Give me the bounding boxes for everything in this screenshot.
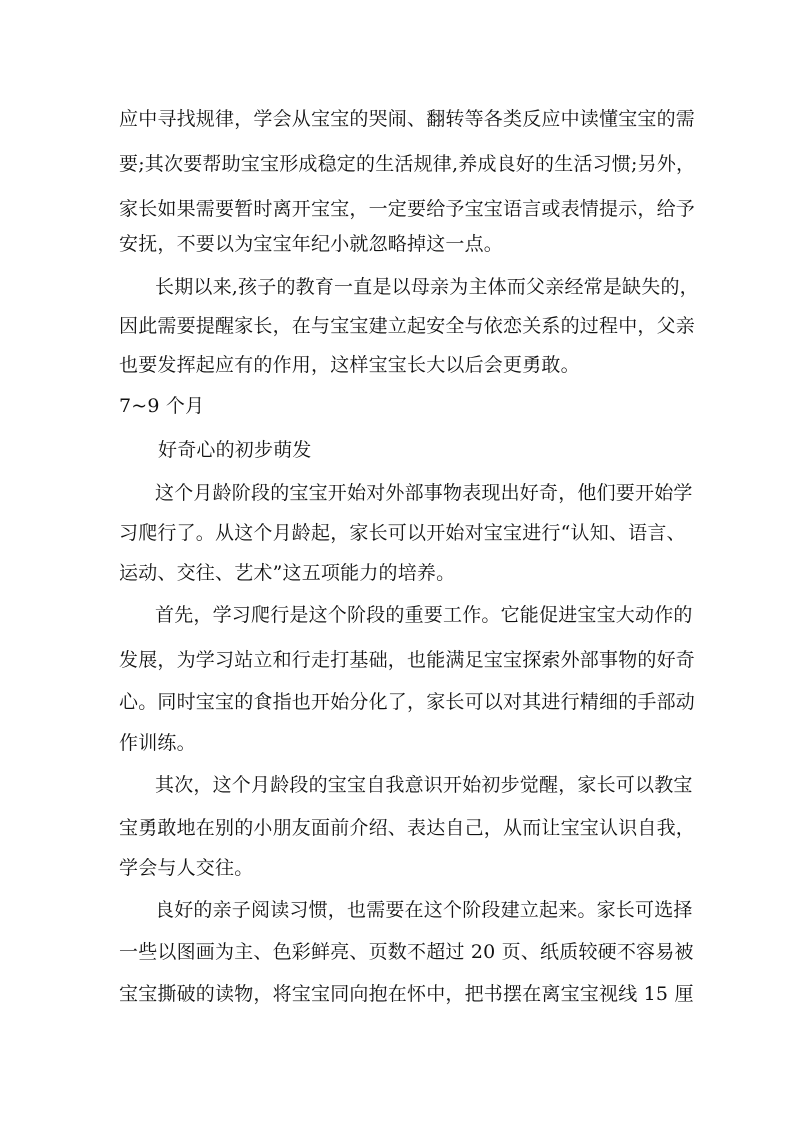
paragraph-4-line-3: 心。同时宝宝的食指也开始分化了，家长可以对其进行精细的手部动 bbox=[119, 691, 696, 713]
paragraph-1-line-3: 家长如果需要暂时离开宝宝，一定要给予宝宝语言或表情提示，给予 bbox=[119, 198, 696, 220]
paragraph-5-line-1: 其次，这个月龄段的宝宝自我意识开始初步觉醒，家长可以教宝 bbox=[155, 774, 693, 796]
section-heading: 7~9 个月 bbox=[119, 395, 205, 417]
paragraph-3-line-2: 习爬行了。从这个月龄起，家长可以开始对宝宝进行“认知、语言、 bbox=[119, 522, 686, 544]
paragraph-6-line-2: 一些以图画为主、色彩鲜亮、页数不超过 20 页、纸质较硬不容易被 bbox=[119, 941, 694, 963]
paragraph-1-line-1: 应中寻找规律，学会从宝宝的哭闹、翻转等各类反应中读懂宝宝的需 bbox=[119, 108, 696, 130]
paragraph-1-line-4: 安抚，不要以为宝宝年纪小就忽略掉这一点。 bbox=[119, 233, 504, 255]
paragraph-1-line-2: 要;其次要帮助宝宝形成稳定的生活规律,养成良好的生活习惯;另外， bbox=[119, 153, 696, 175]
paragraph-2-line-3: 也要发挥起应有的作用，这样宝宝长大以后会更勇敢。 bbox=[119, 354, 580, 376]
paragraph-6-line-1: 良好的亲子阅读习惯，也需要在这个阶段建立起来。家长可选择 bbox=[155, 899, 693, 921]
paragraph-6-line-3: 宝宝撕破的读物，将宝宝同向抱在怀中，把书摆在离宝宝视线 15 厘 bbox=[119, 983, 694, 1005]
paragraph-3-line-3: 运动、交往、艺术”这五项能力的培养。 bbox=[119, 562, 456, 584]
paragraph-4-line-2: 发展，为学习站立和行走打基础，也能满足宝宝探索外部事物的好奇 bbox=[119, 649, 696, 671]
subheading: 好奇心的初步萌发 bbox=[158, 439, 312, 461]
paragraph-3-line-1: 这个月龄阶段的宝宝开始对外部事物表现出好奇，他们要开始学 bbox=[155, 482, 693, 504]
paragraph-4-line-4: 作训练。 bbox=[119, 732, 196, 754]
paragraph-2-line-1: 长期以来,孩子的教育一直是以母亲为主体而父亲经常是缺失的， bbox=[155, 276, 699, 298]
paragraph-5-line-3: 学会与人交往。 bbox=[119, 857, 254, 879]
paragraph-5-line-2: 宝勇敢地在别的小朋友面前介绍、表达自己，从而让宝宝认识自我， bbox=[119, 817, 696, 839]
paragraph-2-line-2: 因此需要提醒家长，在与宝宝建立起安全与依恋关系的过程中，父亲 bbox=[119, 315, 696, 337]
paragraph-4-line-1: 首先，学习爬行是这个阶段的重要工作。它能促进宝宝大动作的 bbox=[155, 604, 693, 626]
